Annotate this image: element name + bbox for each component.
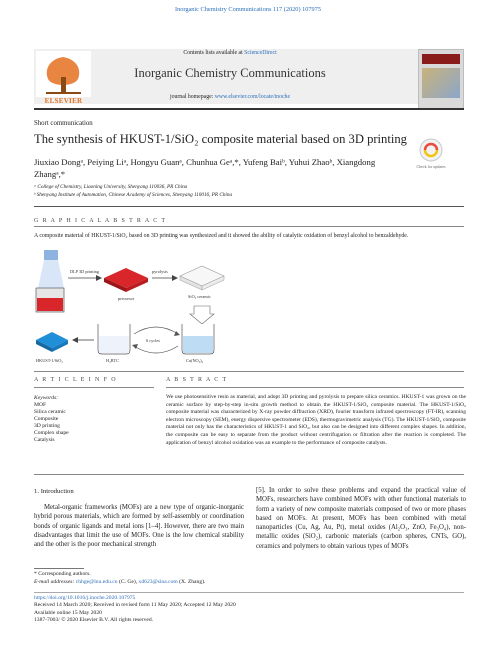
cover-art bbox=[422, 68, 460, 98]
email-suffix-ge: (C. Ge), bbox=[117, 579, 139, 585]
keyword-list bbox=[34, 402, 154, 444]
label-cycles: 6 cycles bbox=[146, 338, 160, 343]
divider bbox=[34, 226, 464, 227]
composite-lattice bbox=[36, 332, 68, 352]
online-date: Available online 15 May 2020 bbox=[34, 609, 102, 616]
homepage-link[interactable]: www.elsevier.com/locate/inoche bbox=[214, 94, 291, 100]
affiliation-b: ᵇ Shenyang Institute of Automation, Chinese Academy of Sciences, Shenyang 110016, PR China bbox=[34, 192, 233, 198]
elsevier-tree-logo bbox=[36, 51, 91, 97]
keyword: Catalysis bbox=[34, 437, 55, 443]
journal-title: Inorganic Chemistry Communications bbox=[134, 66, 326, 80]
footnote-rule bbox=[34, 568, 84, 569]
email-link-zhang[interactable]: xd623@sina.com bbox=[138, 579, 178, 585]
beaker-copper bbox=[182, 324, 214, 354]
label-ceramic: SiO₂ ceramic bbox=[188, 294, 211, 299]
corresponding-note: * Corresponding authors. bbox=[34, 571, 91, 577]
keyword: 3D printing bbox=[34, 423, 60, 429]
email-link-ge[interactable]: chhge@lnu.edu.cn bbox=[75, 579, 118, 585]
down-arrow-icon bbox=[190, 306, 214, 324]
label-h3btc: H₃BTC bbox=[106, 358, 119, 363]
precursor-lattice bbox=[104, 268, 148, 292]
affiliation-a: ᵃ College of Chemistry, Liaoning University, Shenyang 110036, PR China bbox=[34, 184, 188, 190]
ceramic-lattice bbox=[180, 266, 224, 290]
divider bbox=[34, 474, 464, 475]
cycle-arrow-bottom bbox=[134, 346, 178, 353]
beaker-h3btc bbox=[98, 324, 130, 354]
abstract-text: We use photosensitive resin as material, and adopt 3D printing and pyrolysis to prepare silica ceramics. HKUST-1 was grown on the ceramic surface by step-by-step in-situ growth method to obtain the HKUST-1/SiO₂ composite material. The HKUST-1/SiO₂ composite material was characterized by X-ray powder diffraction (XRD), fourier transform infrared spectroscopy (FT-IR), scanning electron microscopy (SEM), energy dispersive spectrometer (EDS), thermogravimetric analysis (TG). The HKUST-1/SiO₂ composite material not only has the characteristics of HKUST-1 and SiO₂, but also can be designed into different complex shapes. In addition, the composite can be easy to separate from the product without centrifugation or filtration after the reaction is completed. The application of benzyl alcohol oxidation was an example to the performance of composite catalysts. bbox=[166, 394, 466, 446]
author-list: Jiuxiao Dongᵃ, Peiying Liᵃ, Hongyu Guanᵃ, Chunhua Geᵃ,*, Yufeng Baiᵇ, Yuhui Zhaoᵇ, Xiangdong Zhangᵃ,* bbox=[34, 157, 376, 179]
divider bbox=[166, 387, 464, 388]
graphical-abstract-heading: G R A P H I C A L A B S T R A C T bbox=[34, 218, 167, 224]
intro-left-column: Metal-organic frameworks (MOFs) are a new type of organic-inorganic hybrid porous materials, which are formed by self-assembly or coordination bonds of organic ligands and metal ions [1–4]. However, there are two main disadvantages that limit the use of MOFs. One is the low chemical stability and the other is the poor mechanical strength bbox=[34, 504, 244, 549]
keyword: Complex shape bbox=[34, 430, 69, 436]
divider bbox=[34, 371, 464, 372]
received-dates: Received 14 March 2020; Received in revised form 11 May 2020; Accepted 12 May 2020 bbox=[34, 602, 236, 609]
article-info-heading: A R T I C L E I N F O bbox=[34, 377, 117, 383]
contents-line bbox=[100, 50, 360, 56]
graphical-abstract-figure bbox=[34, 248, 334, 366]
bottom-info bbox=[34, 595, 236, 625]
email-suffix-zhang: (X. Zhang). bbox=[177, 579, 206, 585]
copyright: 1387-7003/ © 2020 Elsevier B.V. All rights reserved. bbox=[34, 617, 154, 624]
email-prefix: E-mail addresses: bbox=[34, 579, 76, 585]
intro-right-column: [5]. In order to solve these problems and expand the practical value of MOFs, researchers have combined MOFs with other functional materials to form a variety of new composite materials composed of two or more phases based on MOFs. At present, MOFs has been combined with metal nanoparticles (Cu, Ag, Au, Pt), metal oxides (Al₂O₃, ZnO, Fe₃O₄), non-metallic oxides (SiO₂), carbonic materials (carbon spheres, CNTs, GO), ceramics and polymers to obtain various types of MOFs bbox=[256, 487, 466, 550]
keywords-label: Keywords: bbox=[34, 395, 59, 401]
label-dlp: DLP 3D printing bbox=[70, 269, 99, 274]
divider bbox=[34, 592, 464, 593]
keyword: MOF bbox=[34, 402, 47, 408]
masthead-rule bbox=[34, 108, 464, 110]
divider bbox=[34, 387, 154, 388]
keyword: Composite bbox=[34, 416, 59, 422]
journal-cover-thumbnail bbox=[418, 49, 464, 109]
keyword: Silica ceramic bbox=[34, 409, 66, 415]
email-line bbox=[34, 579, 205, 585]
cycle-arrow-top bbox=[134, 327, 178, 334]
contents-prefix: Contents lists available at bbox=[183, 50, 245, 56]
graphical-abstract-text: A composite material of HKUST-1/SiO₂ based on 3D printing was synthesized and it showed the ability of catalytic oxidation of benzyl alcohol to benzaldehyde. bbox=[34, 233, 409, 239]
label-pyrolysis: pyrolysis bbox=[152, 269, 168, 274]
journal-homepage bbox=[100, 94, 360, 100]
publisher-name: ELSEVIER bbox=[44, 97, 83, 105]
check-updates-label: Check for updates bbox=[416, 164, 446, 169]
projector-icon bbox=[44, 250, 58, 260]
doi-link[interactable]: https://doi.org/10.1016/j.inoche.2020.107975 bbox=[34, 595, 136, 601]
paper-title: The synthesis of HKUST-1/SiO₂ composite material based on 3D printing bbox=[34, 132, 407, 146]
running-header: Inorganic Chemistry Communications 117 (2020) 107975 bbox=[174, 6, 322, 13]
cover-banner bbox=[422, 54, 460, 64]
divider bbox=[34, 206, 464, 207]
resin bbox=[37, 298, 63, 311]
light-beam bbox=[38, 260, 64, 288]
abstract-heading: A B S T R A C T bbox=[166, 377, 228, 383]
label-composite: HKUST-1/SiO₂ bbox=[36, 358, 63, 363]
article-type: Short communication bbox=[34, 120, 93, 127]
homepage-prefix: journal homepage: bbox=[169, 94, 215, 100]
check-updates-icon[interactable] bbox=[418, 137, 444, 163]
label-copper: Cu(NO₃)₂ bbox=[186, 358, 204, 363]
label-precursor: precursor bbox=[118, 296, 135, 301]
sciencedirect-link[interactable]: ScienceDirect bbox=[244, 50, 277, 56]
introduction-heading: 1. Introduction bbox=[34, 488, 74, 495]
